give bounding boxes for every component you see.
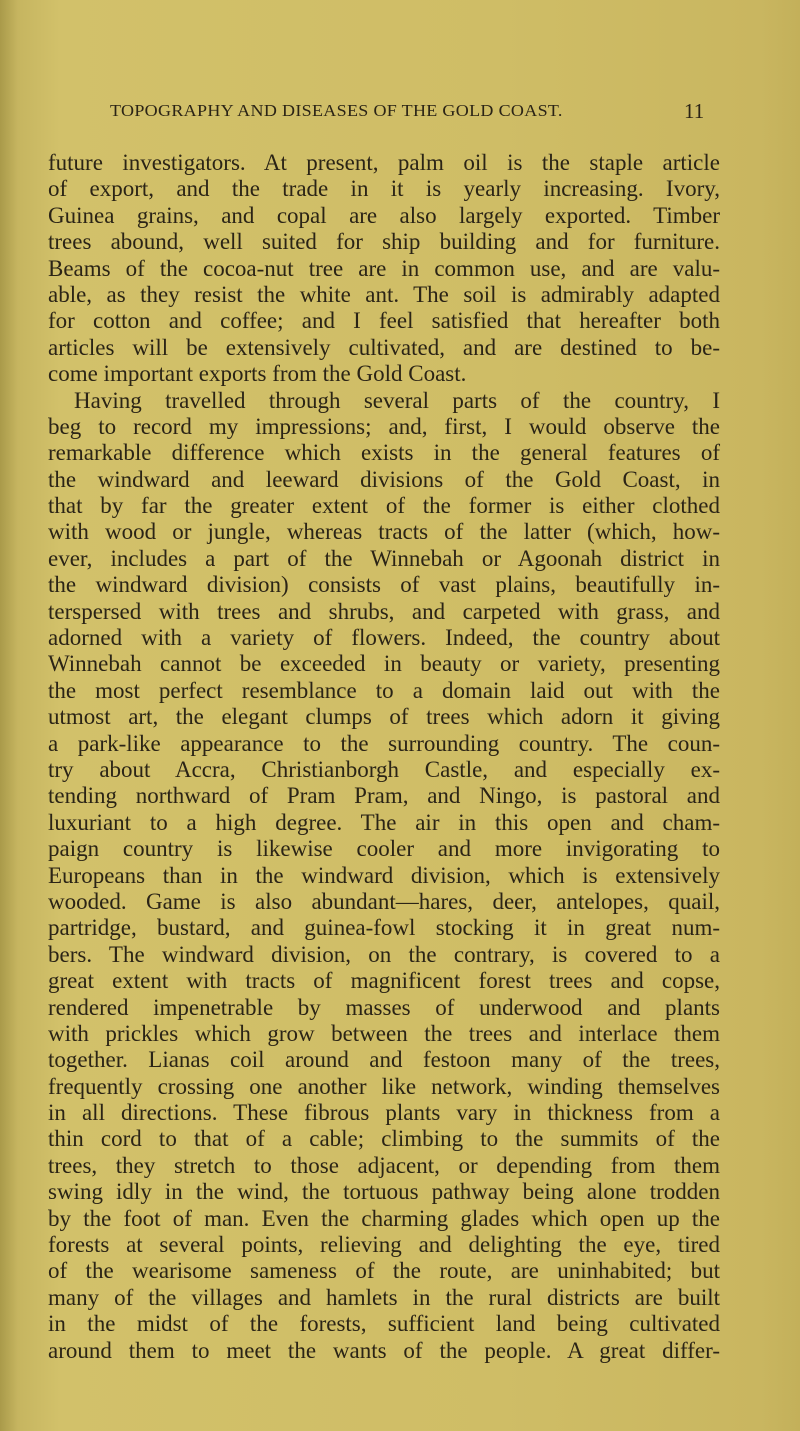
text-line: for cotton and coffee; and I feel satisfied that hereafter both (48, 308, 720, 334)
text-line: in all directions. These fibrous plants vary in thickness from a (48, 1100, 720, 1126)
text-line: with wood or jungle, whereas tracts of the latter (which, how- (48, 519, 720, 545)
text-line: the most perfect resemblance to a domain laid out with the (48, 677, 720, 703)
text-line: together. Lianas coil around and festoon many of the trees, (48, 1047, 720, 1073)
text-line: articles will be extensively cultivated, and are destined to be- (48, 334, 720, 360)
text-line: Having travelled through several parts of the country, I (74, 387, 720, 413)
text-line: swing idly in the wind, the tortuous pathway being alone trodden (48, 1179, 720, 1205)
text-line: in the midst of the forests, sufficient land being cultivated (48, 1311, 720, 1337)
text-line: luxuriant to a high degree. The air in this open and cham- (48, 809, 720, 835)
text-line: trees abound, well suited for ship building and for furniture. (48, 229, 720, 255)
text-line: ever, includes a part of the Winnebah or Agoonah district in (48, 545, 720, 571)
text-line: many of the villages and hamlets in the rural districts are built (48, 1284, 720, 1310)
text-line: around them to meet the wants of the people. A great differ- (48, 1337, 720, 1363)
text-line: Guinea grains, and copal are also largely exported. Timber (48, 202, 720, 228)
text-line: with prickles which grow between the trees and interlace them (48, 1020, 720, 1046)
running-title: TOPOGRAPHY AND DISEASES OF THE GOLD COAST. (110, 101, 563, 120)
text-line: of the wearisome sameness of the route, are uninhabited; but (48, 1258, 720, 1284)
text-line: the windward and leeward divisions of the Gold Coast, in (48, 466, 720, 492)
text-line: adorned with a variety of flowers. Indeed, the country about (48, 625, 720, 651)
text-line: a park-like appearance to the surrounding country. The coun- (48, 730, 720, 756)
text-line: great extent with tracts of magnificent forest trees and copse, (48, 968, 720, 994)
text-line: bers. The windward division, on the contrary, is covered to a (48, 941, 720, 967)
text-line: partridge, bustard, and guinea-fowl stocking it in great num- (48, 915, 720, 941)
text-line: by the foot of man. Even the charming glades which open up the (48, 1205, 720, 1231)
page-header (110, 101, 720, 125)
text-line: remarkable difference which exists in the general features of (48, 440, 720, 466)
text-line: trees, they stretch to those adjacent, or depending from them (48, 1152, 720, 1178)
text-line: of export, and the trade in it is yearly increasing. Ivory, (48, 176, 720, 202)
text-line: try about Accra, Christianborgh Castle, and especially ex- (48, 756, 720, 782)
text-line: Europeans than in the windward division, which is extensively (48, 862, 720, 888)
text-line: that by far the greater extent of the former is either clothed (48, 493, 720, 519)
text-line: terspersed with trees and shrubs, and carpeted with grass, and (48, 598, 720, 624)
text-line: forests at several points, relieving and delighting the eye, tired (48, 1232, 720, 1258)
body-text (48, 150, 720, 1364)
text-line: tending northward of Pram Pram, and Ningo, is pastoral and (48, 783, 720, 809)
text-line: wooded. Game is also abundant—hares, deer, antelopes, quail, (48, 888, 720, 914)
text-line: come important exports from the Gold Coast. (48, 361, 467, 387)
text-line: the windward division) consists of vast plains, beautifully in- (48, 572, 720, 598)
text-line: paign country is likewise cooler and more invigorating to (48, 836, 720, 862)
page-number: 11 (684, 99, 705, 123)
text-line: beg to record my impressions; and, first, I would observe the (48, 413, 720, 439)
text-line: Beams of the cocoa-nut tree are in common use, and are valu- (48, 255, 720, 281)
text-line: future investigators. At present, palm oil is the staple article (48, 150, 720, 175)
text-line: thin cord to that of a cable; climbing to the summits of the (48, 1126, 720, 1152)
text-line: utmost art, the elegant clumps of trees which adorn it giving (48, 704, 720, 730)
text-line: rendered impenetrable by masses of underwood and plants (48, 994, 720, 1020)
text-line: able, as they resist the white ant. The soil is admirably adapted (48, 281, 720, 307)
text-line: frequently crossing one another like network, winding themselves (48, 1073, 720, 1099)
text-line: Winnebah cannot be exceeded in beauty or variety, presenting (48, 651, 720, 677)
